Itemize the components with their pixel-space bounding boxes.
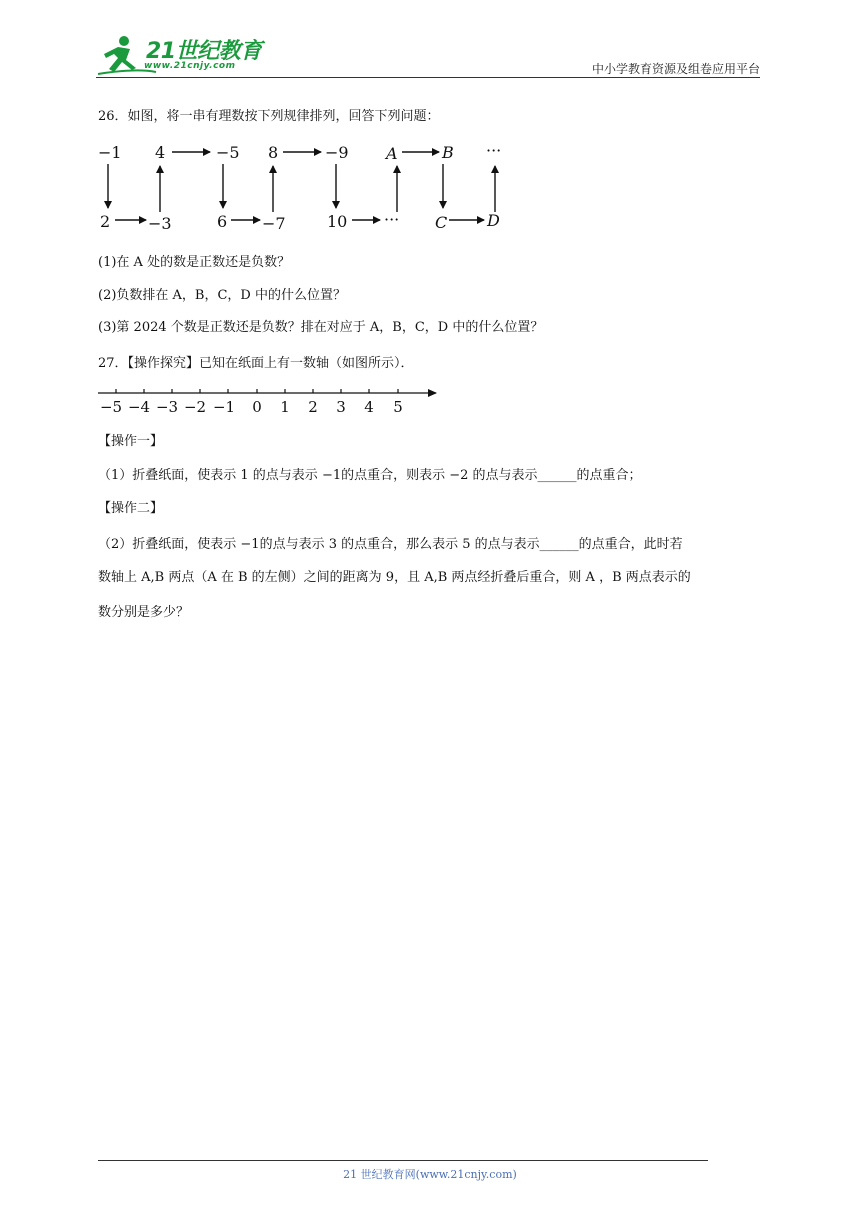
operation-2-question-line-2: 数轴上 A,B 两点（A 在 B 的左侧）之间的距离为 9，且 A,B 两点经折叠后重合，则 A ，B 两点表示的	[98, 570, 691, 585]
question-27-stem: 27．【操作探究】已知在纸面上有一数轴（如图所示）．	[98, 356, 414, 371]
seq-bottom-5: ···	[384, 210, 400, 229]
seq-top-4: −9	[325, 143, 349, 162]
seq-bottom-1: −3	[148, 214, 172, 233]
seq-bottom-6: C	[435, 213, 448, 232]
seq-bottom-3: −7	[262, 214, 286, 233]
logo-url: www.21cnjy.com	[144, 61, 236, 71]
header-divider	[96, 77, 760, 78]
seq-bottom-2: 6	[217, 212, 228, 231]
seq-top-0: −1	[98, 143, 122, 162]
operation-1-title: 【操作一】	[98, 434, 164, 449]
question-26-part-1: (1)在 A 处的数是正数还是负数？	[98, 255, 291, 270]
label-neg1: −1	[212, 398, 236, 416]
seq-bottom-4: 10	[327, 212, 348, 231]
operation-1-question: （1）折叠纸面，使表示 1 的点与表示 −1的点重合，则表示 −2 的点与表示______的点重合；	[98, 468, 642, 483]
label-neg2: −2	[183, 398, 207, 416]
seq-bottom-0: 2	[100, 212, 111, 231]
number-line	[96, 382, 446, 418]
footer-website-link[interactable]: 21 世纪教育网(www.21cnjy.com)	[343, 1168, 517, 1181]
label-0: 0	[252, 398, 262, 416]
seq-top-5: A	[386, 144, 398, 163]
seq-top-1: 4	[155, 143, 166, 162]
footer-divider	[98, 1160, 708, 1161]
operation-2-question-line-1: （2）折叠纸面，使表示 −1的点与表示 3 的点重合，那么表示 5 的点与表示______的点重合，此时若	[98, 537, 683, 552]
question-26-part-2: (2)负数排在 A，B，C，D 中的什么位置？	[98, 288, 346, 303]
seq-top-7: ···	[486, 141, 502, 160]
label-3: 3	[336, 398, 346, 416]
seq-top-6: B	[442, 143, 454, 162]
label-neg4: −4	[127, 398, 151, 416]
seq-top-2: −5	[216, 143, 240, 162]
label-neg3: −3	[155, 398, 179, 416]
label-5: 5	[393, 398, 403, 416]
operation-2-question-line-3: 数分别是多少？	[98, 605, 190, 620]
logo-text: 21世纪教育	[146, 39, 262, 64]
seq-top-3: 8	[268, 143, 279, 162]
label-4: 4	[364, 398, 374, 416]
label-1: 1	[280, 398, 290, 416]
question-26-stem: 26．如图，将一串有理数按下列规律排列，回答下列问题：	[98, 109, 440, 124]
page-header	[96, 30, 760, 80]
operation-2-title: 【操作二】	[98, 501, 164, 516]
question-26-part-3: (3)第 2024 个数是正数还是负数？排在对应于 A，B，C，D 中的什么位置？	[98, 320, 544, 335]
seq-bottom-7: D	[487, 211, 500, 230]
header-platform-text: 中小学教育资源及组卷应用平台	[591, 62, 760, 76]
label-2: 2	[308, 398, 318, 416]
label-neg5: −5	[99, 398, 123, 416]
sequence-diagram	[96, 140, 516, 235]
